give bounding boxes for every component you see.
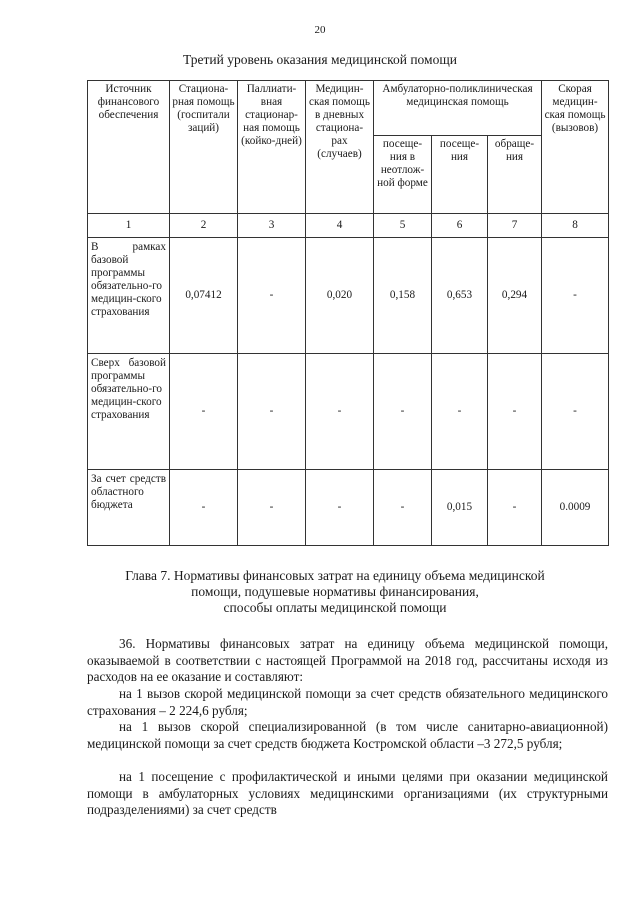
- header-source: Источник финансового обеспечения: [88, 81, 170, 214]
- chapter-heading-line: Глава 7. Нормативы финансовых затрат на единицу объема медицинской: [125, 568, 545, 583]
- header-day-hospital: Медицин-ская помощь в дневных стациона-рах (случаев): [306, 81, 374, 214]
- paragraph-36: 36. Нормативы финансовых затрат на единицу объема медицинской помощи, оказываемой в соответствии с настоящей Программой на 2018 год, рассчитаны исходя из расходов на ее оказание и составляют:: [87, 636, 608, 684]
- cell-day-hospital: 0,020: [306, 238, 374, 354]
- cell-palliative: -: [238, 470, 306, 546]
- paragraph-ambulance: на 1 вызов скорой медицинской помощи за счет средств обязательного медицинского страхования – 2 224,6 рубля;: [87, 686, 608, 718]
- cell-ambulatory-visits: -: [432, 354, 488, 470]
- chapter-heading-line: способы оплаты медицинской помощи: [223, 600, 447, 615]
- column-number: 3: [238, 214, 306, 238]
- header-ambulatory-appeals: обраще-ния: [488, 136, 542, 214]
- header-palliative: Паллиати-вная стационар-ная помощь (койко-дней): [238, 81, 306, 214]
- row-source: Сверх базовой программы обязательно-го медицин-ского страхования: [88, 354, 170, 470]
- cell-ambulatory-urgent: 0,158: [374, 238, 432, 354]
- table-row: [88, 238, 609, 354]
- cell-palliative: -: [238, 238, 306, 354]
- column-number-row: [88, 214, 609, 238]
- cell-palliative: -: [238, 354, 306, 470]
- cell-stationary: 0,07412: [170, 238, 238, 354]
- table-header-row: [88, 81, 609, 136]
- cell-ambulatory-appeals: -: [488, 354, 542, 470]
- header-ambulatory-urgent: посеще-ния в неотлож-ной форме: [374, 136, 432, 214]
- paragraph-specialized: на 1 вызов скорой специализированной (в том числе санитарно-авиационной) медицинской помощи за счет средств бюджета Костромской области –3 272,5 рубля;: [87, 719, 608, 751]
- header-ambulatory-visits: посеще-ния: [432, 136, 488, 214]
- cell-stationary: -: [170, 470, 238, 546]
- cell-ambulatory-appeals: -: [488, 470, 542, 546]
- cell-ambulatory-urgent: -: [374, 354, 432, 470]
- chapter-heading: [60, 568, 610, 616]
- cell-ambulatory-urgent: -: [374, 470, 432, 546]
- cell-day-hospital: -: [306, 470, 374, 546]
- table-row: [88, 470, 609, 546]
- column-number: 2: [170, 214, 238, 238]
- row-source: В рамках базовой программы обязательно-го медицин-ского страхования: [88, 238, 170, 354]
- cell-ambulatory-visits: 0,653: [432, 238, 488, 354]
- cell-ambulatory-visits: 0,015: [432, 470, 488, 546]
- column-number: 1: [88, 214, 170, 238]
- cell-ambulance: -: [542, 238, 609, 354]
- cell-day-hospital: -: [306, 354, 374, 470]
- cell-ambulance: 0.0009: [542, 470, 609, 546]
- cell-stationary: -: [170, 354, 238, 470]
- cell-ambulatory-appeals: 0,294: [488, 238, 542, 354]
- header-ambulatory-group: Амбулаторно-поликлиническая медицинская помощь: [374, 81, 542, 136]
- column-number: 8: [542, 214, 609, 238]
- table-title: Третий уровень оказания медицинской помощи: [183, 52, 457, 67]
- column-number: 6: [432, 214, 488, 238]
- column-number: 4: [306, 214, 374, 238]
- paragraph-visit: на 1 посещение с профилактической и иными целями при оказании медицинской помощи в амбулаторных условиях медицинскими организациями (их структурными подразделениями) за счет средств: [87, 769, 608, 817]
- row-source: За счет средств областного бюджета: [88, 470, 170, 546]
- column-number: 5: [374, 214, 432, 238]
- chapter-heading-line: помощи, подушевые нормативы финансирования,: [191, 584, 479, 599]
- financing-table: [87, 80, 609, 546]
- header-ambulance: Скорая медицин-ская помощь (вызовов): [542, 81, 609, 214]
- cell-ambulance: -: [542, 354, 609, 470]
- table-row: [88, 354, 609, 470]
- column-number: 7: [488, 214, 542, 238]
- header-stationary: Стациона-рная помощь (госпитали заций): [170, 81, 238, 214]
- page-number: 20: [314, 24, 326, 36]
